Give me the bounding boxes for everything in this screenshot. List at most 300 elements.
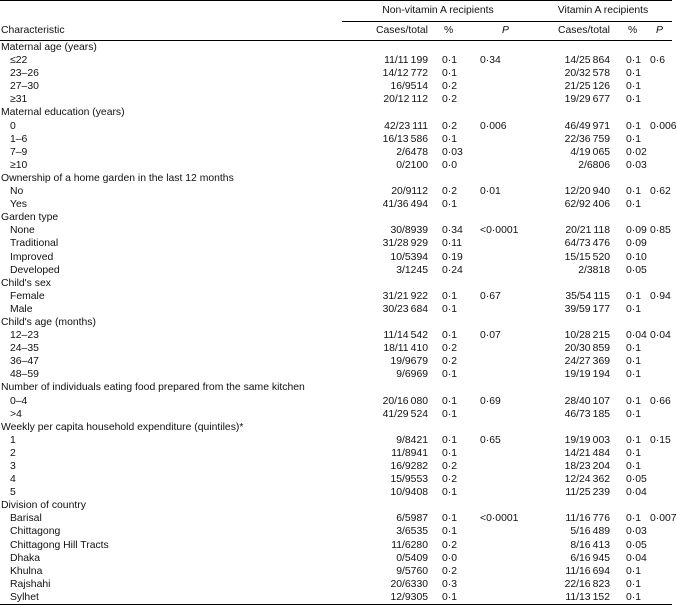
row-label: 5 [10, 487, 16, 499]
row-label: ≤22 [10, 55, 28, 67]
non-vitamin-a-p-value: 0·34 [480, 55, 501, 67]
non-vitamin-a-cases-total: 19/9679 [390, 356, 428, 368]
row-label: 4 [10, 474, 16, 486]
vitamin-a-percent: 0·03 [626, 159, 647, 171]
table-row [0, 473, 672, 486]
row-label: Developed [10, 264, 60, 276]
non-vitamin-a-percent: 0·03 [442, 146, 463, 158]
vitamin-a-percent: 0·1 [626, 186, 642, 198]
row-label: 36–47 [10, 356, 39, 368]
non-vitamin-a-p-value [474, 159, 534, 172]
col-header-cases-total-vitamin-a: Cases/total [534, 22, 620, 41]
non-vitamin-a-p-value [474, 303, 534, 316]
section-header-row [0, 211, 672, 224]
col-header-p-non-vitamin-a: P [474, 22, 534, 41]
non-vitamin-a-cases-total: 11/6280 [391, 539, 428, 551]
non-vitamin-a-p-value [474, 133, 534, 146]
non-vitamin-a-percent: 0·11 [442, 238, 463, 250]
row-label: >4 [10, 408, 22, 420]
non-vitamin-a-p-value [474, 539, 534, 552]
row-label: ≥31 [10, 94, 28, 106]
non-vitamin-a-cases-total: 31/21 922 [382, 290, 428, 302]
vitamin-a-p-value [650, 342, 672, 355]
non-vitamin-a-percent: 0·0 [442, 552, 458, 564]
col-header-p-vitamin-a: P [650, 22, 672, 41]
non-vitamin-a-cases-total: 30/23 684 [382, 303, 428, 315]
non-vitamin-a-p-value: 0·69 [480, 395, 501, 407]
vitamin-a-p-value [650, 486, 672, 499]
non-vitamin-a-percent: 0·3 [442, 578, 458, 590]
vitamin-a-cases-total: 35/54 115 [565, 290, 610, 302]
section-label: Number of individuals eating food prepared from the same kitchen [1, 382, 305, 394]
vitamin-a-percent: 0·03 [626, 526, 647, 538]
vitamin-a-p-value [650, 355, 672, 368]
table-row [0, 486, 672, 499]
vitamin-a-cases-total: 11/25 239 [565, 487, 610, 499]
non-vitamin-a-percent: 0·2 [442, 565, 458, 577]
non-vitamin-a-percent: 0·1 [442, 369, 458, 381]
non-vitamin-a-percent: 0·2 [442, 474, 458, 486]
non-vitamin-a-percent: 0·1 [442, 133, 458, 145]
section-header-row [0, 499, 672, 512]
vitamin-a-percent: 0·09 [626, 238, 647, 250]
vitamin-a-percent: 0·05 [626, 474, 647, 486]
vitamin-a-p-value [650, 67, 672, 80]
vitamin-a-p-value: 0·15 [650, 434, 671, 446]
vitamin-a-cases-total: 19/29 677 [564, 94, 610, 106]
table-row [0, 552, 672, 565]
vitamin-a-cases-total: 20/32 578 [564, 68, 610, 80]
row-label: 0–4 [10, 395, 28, 407]
table-row [0, 434, 672, 447]
vitamin-a-cases-total: 4/19 065 [570, 146, 610, 158]
table-row [0, 303, 672, 316]
non-vitamin-a-cases-total: 30/8939 [390, 225, 428, 237]
non-vitamin-a-cases-total: 9/5760 [396, 565, 428, 577]
vitamin-a-cases-total: 10/28 215 [564, 330, 610, 342]
vitamin-a-percent: 0·02 [626, 146, 647, 158]
section-label: Child's age (months) [1, 316, 96, 328]
non-vitamin-a-cases-total: 0/2100 [396, 159, 428, 171]
non-vitamin-a-percent: 0·1 [442, 303, 458, 315]
vitamin-a-p-value: 0·94 [650, 290, 671, 302]
vitamin-a-cases-total: 46/73 185 [564, 408, 610, 420]
table-row [0, 512, 672, 525]
non-vitamin-a-percent: 0·2 [442, 539, 458, 551]
col-header-cases-total-non-vitamin-a: Cases/total [342, 22, 434, 41]
non-vitamin-a-cases-total: 20/12 112 [383, 94, 428, 106]
non-vitamin-a-percent: 0·24 [442, 264, 463, 276]
vitamin-a-percent: 0·1 [626, 578, 642, 590]
vitamin-a-p-value [650, 159, 672, 172]
non-vitamin-a-p-value [474, 591, 534, 605]
non-vitamin-a-percent: 0·2 [442, 343, 458, 355]
non-vitamin-a-percent: 0·1 [442, 434, 458, 446]
row-label: Chittagong Hill Tracts [10, 539, 109, 551]
non-vitamin-a-cases-total: 3/1245 [396, 264, 428, 276]
non-vitamin-a-p-value: 0·07 [480, 330, 501, 342]
vitamin-a-p-value [650, 93, 672, 106]
vitamin-a-cases-total: 6/16 945 [570, 552, 610, 564]
non-vitamin-a-p-value [474, 93, 534, 106]
non-vitamin-a-cases-total: 20/6330 [390, 578, 428, 590]
table-row [0, 224, 672, 237]
row-label: Rajshahi [10, 578, 51, 590]
vitamin-a-cases-total: 19/19 194 [564, 369, 610, 381]
non-vitamin-a-p-value [474, 447, 534, 460]
vitamin-a-p-value [650, 198, 672, 211]
vitamin-a-percent: 0·1 [626, 120, 642, 132]
non-vitamin-a-p-value [474, 525, 534, 538]
vitamin-a-percent: 0·1 [626, 408, 642, 420]
table-row [0, 447, 672, 460]
non-vitamin-a-p-value [474, 342, 534, 355]
section-label: Maternal age (years) [1, 42, 97, 53]
vitamin-a-p-value [650, 447, 672, 460]
vitamin-a-percent: 0·05 [626, 264, 647, 276]
non-vitamin-a-cases-total: 16/9514 [390, 81, 428, 93]
non-vitamin-a-p-value [474, 251, 534, 264]
section-header-row [0, 316, 672, 329]
non-vitamin-a-percent: 0·1 [442, 513, 458, 525]
col-header-characteristic: Characteristic [0, 22, 342, 41]
vitamin-a-cases-total: 46/49 971 [564, 120, 610, 132]
table-row [0, 198, 672, 211]
vitamin-a-percent: 0·04 [626, 330, 647, 342]
vitamin-a-cases-total: 2/6806 [578, 159, 610, 171]
non-vitamin-a-percent: 0·2 [442, 94, 458, 106]
vitamin-a-percent: 0·1 [626, 199, 642, 211]
non-vitamin-a-p-value: 0·006 [480, 120, 507, 132]
table-row [0, 368, 672, 381]
vitamin-a-cases-total: 39/59 177 [564, 303, 610, 315]
table-row [0, 120, 672, 133]
non-vitamin-a-p-value [474, 237, 534, 250]
vitamin-a-p-value [650, 368, 672, 381]
non-vitamin-a-p-value [474, 198, 534, 211]
vitamin-a-cases-total: 2/3818 [578, 264, 610, 276]
vitamin-a-cases-total: 64/73 476 [564, 238, 610, 250]
row-label: Yes [10, 199, 27, 211]
table-row [0, 591, 672, 605]
row-label: Improved [10, 251, 54, 263]
non-vitamin-a-percent: 0·1 [442, 395, 458, 407]
vitamin-a-percent: 0·1 [626, 395, 642, 407]
vitamin-a-cases-total: 12/20 940 [564, 186, 610, 198]
vitamin-a-p-value [650, 552, 672, 565]
vitamin-a-percent: 0·1 [626, 94, 642, 106]
vitamin-a-cases-total: 24/27 369 [564, 356, 610, 368]
table-row [0, 67, 672, 80]
non-vitamin-a-percent: 0·1 [442, 199, 458, 211]
non-vitamin-a-cases-total: 18/11 410 [383, 343, 428, 355]
vitamin-a-percent: 0·10 [626, 251, 647, 263]
vitamin-a-p-value [650, 460, 672, 473]
non-vitamin-a-p-value [474, 264, 534, 277]
non-vitamin-a-cases-total: 3/6535 [396, 526, 428, 538]
vitamin-a-percent: 0·09 [626, 225, 647, 237]
table-row [0, 355, 672, 368]
non-vitamin-a-cases-total: 41/36 494 [382, 199, 428, 211]
vitamin-a-percent: 0·05 [626, 539, 647, 551]
table-row [0, 237, 672, 250]
vitamin-a-cases-total: 8/16 413 [570, 539, 610, 551]
vitamin-a-p-value [650, 264, 672, 277]
vitamin-a-cases-total: 22/16 823 [564, 578, 610, 590]
vitamin-a-cases-total: 20/30 859 [564, 343, 610, 355]
row-label: 1 [10, 434, 16, 446]
section-label: Child's sex [1, 277, 51, 289]
row-label: 12–23 [10, 330, 39, 342]
col-header-percent-non-vitamin-a: % [434, 22, 474, 41]
row-label: 27–30 [10, 81, 39, 93]
vitamin-a-cases-total: 22/36 759 [564, 133, 610, 145]
vitamin-a-p-value [650, 303, 672, 316]
non-vitamin-a-cases-total: 16/9282 [390, 461, 428, 472]
vitamin-a-cases-total: 14/25 864 [564, 55, 610, 67]
vitamin-a-percent: 0·1 [626, 434, 642, 446]
non-vitamin-a-cases-total: 9/6969 [396, 369, 428, 381]
row-label: Dhaka [10, 552, 41, 564]
group-header-vitamin-a: Vitamin A recipients [534, 1, 672, 22]
non-vitamin-a-p-value: 0·01 [480, 186, 501, 198]
table-row [0, 539, 672, 552]
section-header-row [0, 172, 672, 185]
vitamin-a-percent: 0·1 [626, 55, 642, 67]
vitamin-a-cases-total: 28/40 107 [564, 395, 610, 407]
non-vitamin-a-p-value [474, 355, 534, 368]
non-vitamin-a-p-value [474, 460, 534, 473]
vitamin-a-p-value: 0·04 [650, 330, 671, 342]
row-label: 0 [10, 120, 16, 132]
vitamin-a-cases-total: 11/16 694 [565, 565, 610, 577]
non-vitamin-a-cases-total: 14/12 772 [382, 68, 428, 80]
vitamin-a-percent: 0·04 [626, 552, 647, 564]
non-vitamin-a-percent: 0·1 [442, 447, 458, 459]
vitamin-a-p-value [650, 146, 672, 159]
table-group-header-row [0, 1, 672, 22]
non-vitamin-a-p-value [474, 146, 534, 159]
table-column-header-row [0, 22, 672, 41]
table-row [0, 290, 672, 303]
non-vitamin-a-cases-total: 41/29 524 [382, 408, 428, 420]
table-row [0, 565, 672, 578]
vitamin-a-percent: 0·1 [620, 591, 650, 605]
non-vitamin-a-cases-total: 11/8941 [391, 447, 428, 459]
row-label: 24–35 [10, 343, 39, 355]
vitamin-a-percent: 0·1 [626, 343, 642, 355]
vitamin-a-percent: 0·1 [626, 290, 642, 302]
table-row [0, 93, 672, 106]
non-vitamin-a-cases-total: 12/9305 [342, 591, 434, 605]
vitamin-a-percent: 0·1 [626, 68, 642, 80]
table-row [0, 395, 672, 408]
section-header-row [0, 381, 672, 394]
non-vitamin-a-percent: 0·1 [442, 487, 458, 499]
non-vitamin-a-p-value: <0·0001 [480, 513, 519, 525]
non-vitamin-a-p-value [474, 80, 534, 93]
non-vitamin-a-cases-total: 10/5394 [390, 251, 428, 263]
vitamin-a-p-value [650, 525, 672, 538]
vitamin-a-cases-total: 19/19 003 [564, 434, 610, 446]
vitamin-a-p-value: 0·66 [650, 395, 671, 407]
non-vitamin-a-percent: 0·19 [442, 251, 463, 263]
vitamin-a-percent: 0·1 [626, 565, 642, 577]
table-row [0, 264, 672, 277]
group-header-non-vitamin-a: Non-vitamin A recipients [342, 1, 534, 22]
section-label: Weekly per capita household expenditure (quintiles)* [1, 421, 244, 433]
non-vitamin-a-p-value [474, 565, 534, 578]
vitamin-a-percent: 0·1 [626, 369, 642, 381]
col-header-percent-vitamin-a: % [620, 22, 650, 41]
vitamin-a-p-value [650, 591, 672, 605]
row-label: Sylhet [0, 591, 342, 605]
vitamin-a-p-value [650, 473, 672, 486]
section-header-row [0, 41, 672, 55]
non-vitamin-a-percent: 0·2 [442, 186, 458, 198]
non-vitamin-a-p-value: 0·65 [480, 434, 501, 446]
vitamin-a-percent: 0·1 [626, 81, 642, 93]
non-vitamin-a-p-value: 0·67 [480, 290, 501, 302]
non-vitamin-a-cases-total: 11/14 542 [383, 330, 428, 342]
table-body [0, 41, 677, 605]
non-vitamin-a-percent: 0·1 [434, 591, 474, 605]
vitamin-a-cases-total: 21/25 126 [564, 81, 610, 93]
vitamin-a-cases-total: 11/16 776 [565, 513, 610, 525]
vitamin-a-p-value [650, 578, 672, 591]
non-vitamin-a-cases-total: 20/9112 [391, 186, 428, 198]
non-vitamin-a-percent: 0·2 [442, 461, 458, 472]
non-vitamin-a-p-value [474, 408, 534, 421]
vitamin-a-p-value [650, 408, 672, 421]
non-vitamin-a-p-value [474, 473, 534, 486]
row-label: 1–6 [10, 133, 28, 145]
row-label: 23–26 [10, 68, 39, 80]
non-vitamin-a-cases-total: 31/28 929 [382, 238, 428, 250]
vitamin-a-cases-total: 14/21 484 [564, 447, 610, 459]
vitamin-a-p-value: 0·62 [650, 186, 671, 198]
non-vitamin-a-p-value [474, 552, 534, 565]
table-row [0, 80, 672, 93]
row-label: ≥10 [10, 159, 28, 171]
vitamin-a-percent: 0·1 [626, 447, 642, 459]
row-label: Male [10, 303, 33, 315]
non-vitamin-a-cases-total: 11/11 199 [384, 55, 428, 67]
non-vitamin-a-percent: 0·1 [442, 330, 458, 342]
non-vitamin-a-percent: 0·0 [442, 159, 458, 171]
vitamin-a-cases-total: 15/15 520 [564, 251, 610, 263]
non-vitamin-a-percent: 0·2 [442, 120, 458, 132]
row-label: Female [10, 290, 45, 302]
non-vitamin-a-percent: 0·1 [442, 408, 458, 420]
section-header-row [0, 106, 672, 119]
vitamin-a-p-value [650, 539, 672, 552]
vitamin-a-p-value [650, 251, 672, 264]
table-row [0, 578, 672, 591]
vitamin-a-percent: 0·1 [626, 133, 642, 145]
vitamin-a-cases-total: 12/24 362 [564, 474, 610, 486]
section-label: Garden type [1, 212, 59, 224]
non-vitamin-a-p-value [474, 486, 534, 499]
section-label: Ownership of a home garden in the last 12 months [1, 172, 234, 184]
row-label: 2 [10, 447, 16, 459]
row-label: 48–59 [10, 369, 39, 381]
non-vitamin-a-cases-total: 2/6478 [396, 146, 428, 158]
vitamin-a-percent: 0·1 [626, 513, 642, 525]
vitamin-a-p-value: 0·85 [650, 225, 671, 237]
vitamin-a-p-value: 0·007 [650, 513, 677, 525]
non-vitamin-a-p-value: <0·0001 [480, 225, 519, 237]
non-vitamin-a-cases-total: 0/5409 [396, 552, 428, 564]
non-vitamin-a-cases-total: 20/16 080 [382, 395, 428, 407]
vitamin-a-percent: 0·04 [626, 487, 647, 499]
row-label: Traditional [10, 238, 59, 250]
non-vitamin-a-cases-total: 16/13 586 [382, 133, 428, 145]
non-vitamin-a-cases-total: 15/9553 [390, 474, 428, 486]
vitamin-a-cases-total: 11/13 152 [534, 591, 620, 605]
section-header-row [0, 421, 672, 434]
non-vitamin-a-percent: 0·1 [442, 290, 458, 302]
header-blank [0, 1, 342, 22]
section-label: Maternal education (years) [1, 107, 125, 119]
vitamin-a-cases-total: 18/23 204 [564, 461, 610, 472]
row-label: 7–9 [10, 146, 28, 158]
row-label: Khulna [10, 565, 43, 577]
row-label: None [10, 225, 35, 237]
vitamin-a-p-value [650, 237, 672, 250]
non-vitamin-a-percent: 0·34 [442, 225, 463, 237]
non-vitamin-a-cases-total: 42/23 111 [384, 120, 428, 132]
non-vitamin-a-cases-total: 6/5987 [396, 513, 428, 525]
section-header-row [0, 277, 672, 290]
table-row [0, 329, 672, 342]
table-row [0, 251, 672, 264]
vitamin-a-cases-total: 20/21 118 [565, 225, 610, 237]
non-vitamin-a-percent: 0·1 [442, 526, 458, 538]
row-label: Barisal [10, 513, 42, 525]
section-label: Division of country [1, 500, 86, 512]
table-row [0, 342, 672, 355]
row-label: Chittagong [10, 526, 61, 538]
non-vitamin-a-p-value [474, 67, 534, 80]
non-vitamin-a-p-value [474, 578, 534, 591]
non-vitamin-a-percent: 0·2 [442, 356, 458, 368]
non-vitamin-a-percent: 0·1 [442, 55, 458, 67]
vitamin-a-p-value: 0·6 [650, 55, 666, 67]
vitamin-a-percent: 0·1 [626, 303, 642, 315]
non-vitamin-a-cases-total: 10/9408 [390, 487, 428, 499]
table-row [0, 525, 672, 538]
row-label: 3 [10, 461, 16, 472]
non-vitamin-a-cases-total: 9/8421 [396, 434, 428, 446]
non-vitamin-a-p-value [474, 368, 534, 381]
table-row [0, 146, 672, 159]
non-vitamin-a-percent: 0·2 [442, 81, 458, 93]
row-label: No [10, 186, 24, 198]
table-row [0, 159, 672, 172]
vitamin-a-cases-total: 5/16 489 [570, 526, 610, 538]
vitamin-a-percent: 0·1 [626, 461, 642, 472]
table-row [0, 54, 672, 67]
vitamin-a-p-value [650, 80, 672, 93]
non-vitamin-a-percent: 0·1 [442, 68, 458, 80]
table-row [0, 408, 672, 421]
vitamin-a-cases-total: 62/92 406 [564, 199, 610, 211]
table-row [0, 133, 672, 146]
table-row [0, 460, 672, 473]
vitamin-a-percent: 0·1 [626, 356, 642, 368]
vitamin-a-p-value [650, 565, 672, 578]
